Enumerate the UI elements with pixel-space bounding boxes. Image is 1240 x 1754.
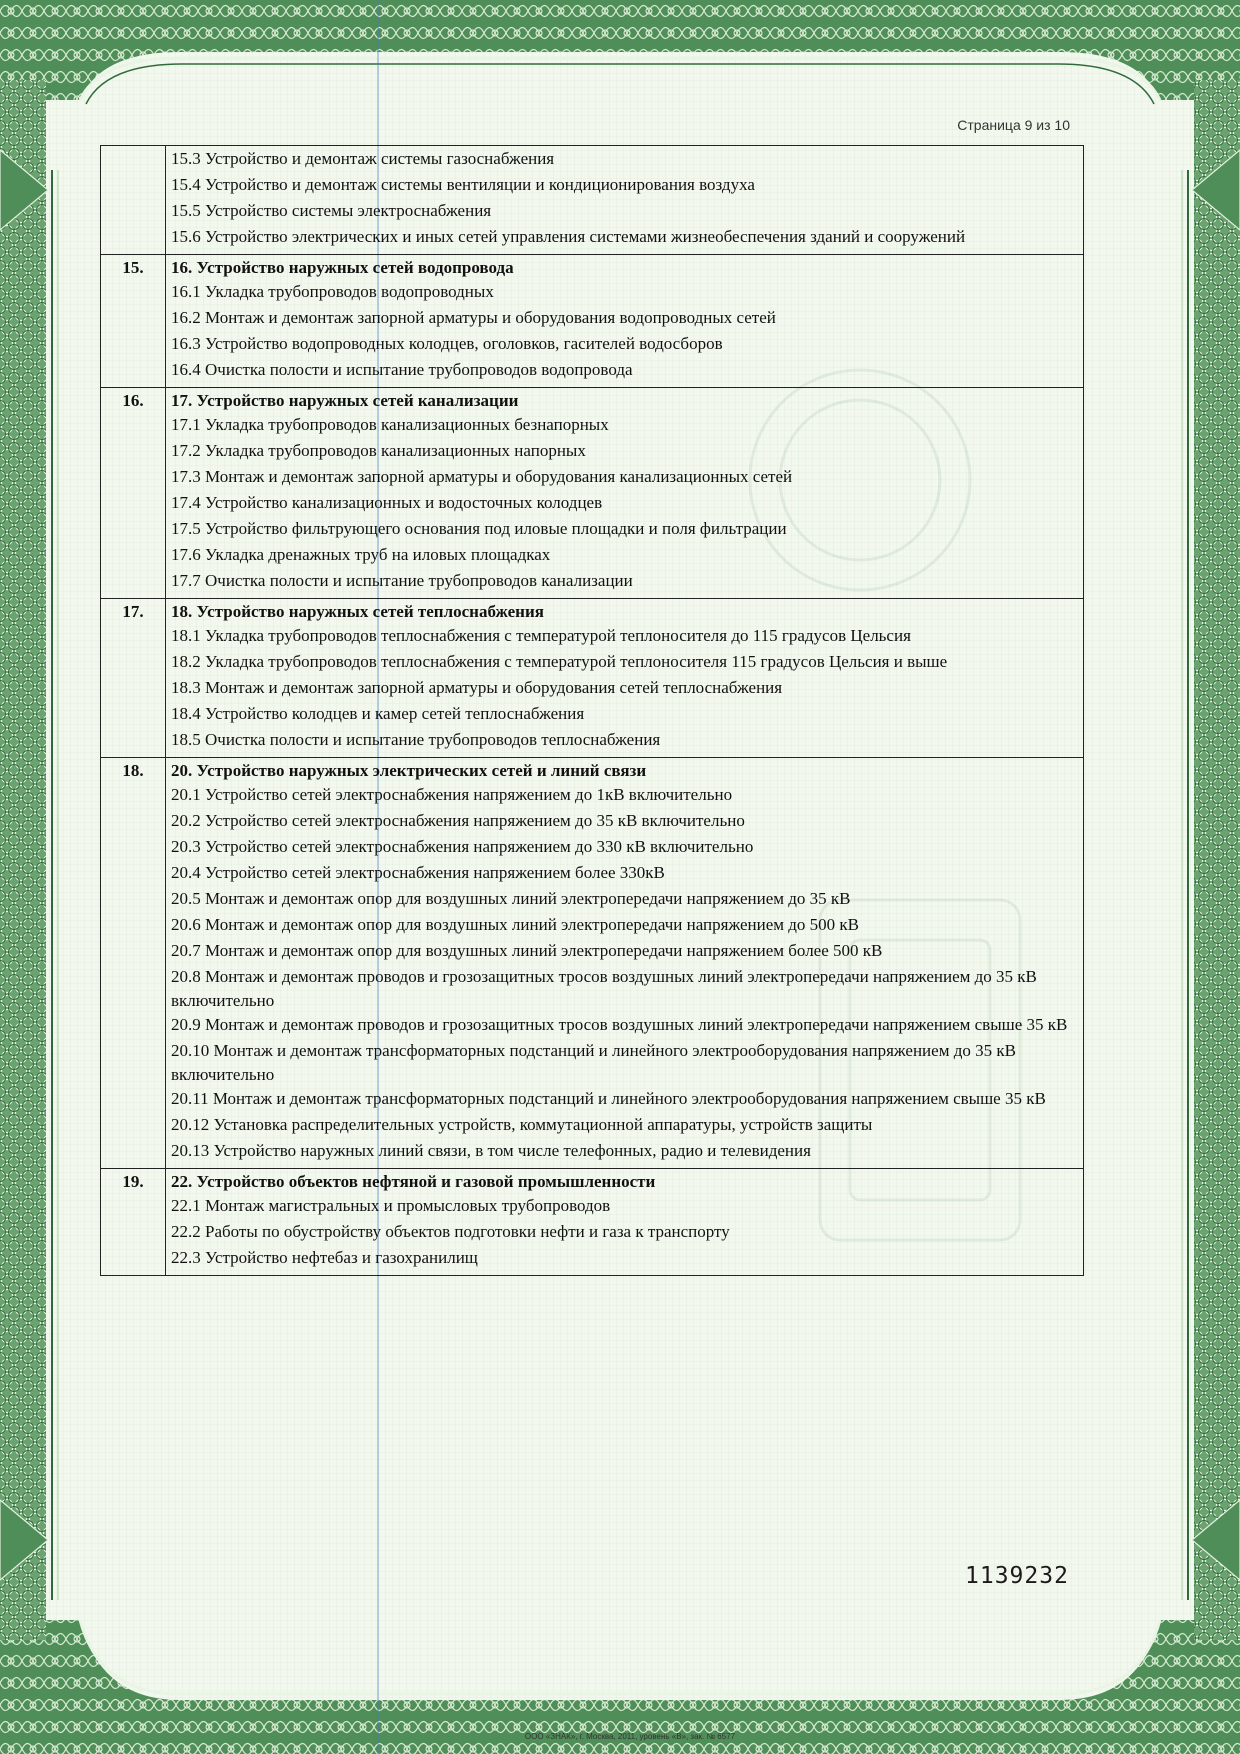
section-title: 18. Устройство наружных сетей теплоснабжения bbox=[171, 602, 544, 621]
work-item: 17.6 Укладка дренажных труб на иловых площадках bbox=[171, 545, 551, 564]
work-item: 17.1 Укладка трубопроводов канализационных безнапорных bbox=[171, 415, 609, 434]
section-title: 20. Устройство наружных электрических сетей и линий связи bbox=[171, 761, 647, 780]
work-item: 17.3 Монтаж и демонтаж запорной арматуры и оборудования канализационных сетей bbox=[171, 467, 793, 486]
table-row bbox=[101, 1169, 1084, 1276]
work-item: 20.5 Монтаж и демонтаж опор для воздушных линий электропередачи напряжением до 35 кВ bbox=[171, 889, 851, 908]
work-item: 17.5 Устройство фильтрующего основания под иловые площадки и поля фильтрации bbox=[171, 519, 787, 538]
work-item: 20.13 Устройство наружных линий связи, в том числе телефонных, радио и телевидения bbox=[171, 1141, 811, 1160]
work-item: 18.3 Монтаж и демонтаж запорной арматуры и оборудования сетей теплоснабжения bbox=[171, 678, 783, 697]
work-item: 18.1 Укладка трубопроводов теплоснабжения с температурой теплоносителя до 115 градусов Цельсия bbox=[171, 626, 911, 645]
row-number: 18. bbox=[101, 758, 166, 1169]
row-content bbox=[166, 758, 1084, 1169]
work-item: 15.3 Устройство и демонтаж системы газоснабжения bbox=[171, 149, 555, 168]
row-content bbox=[166, 1169, 1084, 1276]
printer-imprint: ООО «ЗНАК», г. Москва, 2011, уровень «В», зак. № 6577 bbox=[524, 1732, 736, 1741]
work-item: 18.4 Устройство колодцев и камер сетей теплоснабжения bbox=[171, 704, 585, 723]
row-number: 19. bbox=[101, 1169, 166, 1276]
work-item: 15.5 Устройство системы электроснабжения bbox=[171, 201, 492, 220]
work-item: 20.4 Устройство сетей электроснабжения напряжением более 330кВ bbox=[171, 863, 665, 882]
work-item: 22.3 Устройство нефтебаз и газохранилищ bbox=[171, 1248, 478, 1267]
row-number: 15. bbox=[101, 255, 166, 388]
table-row bbox=[101, 146, 1084, 255]
work-item: 18.2 Укладка трубопроводов теплоснабжения с температурой теплоносителя 115 градусов Цельсия и выше bbox=[171, 652, 948, 671]
work-item: 16.3 Устройство водопроводных колодцев, оголовков, гасителей водосборов bbox=[171, 334, 723, 353]
section-title: 22. Устройство объектов нефтяной и газовой промышленности bbox=[171, 1172, 656, 1191]
work-item: 20.9 Монтаж и демонтаж проводов и грозозащитных тросов воздушных линий электропередачи напряжением свыше 35 кВ bbox=[171, 1015, 1068, 1034]
work-item: 22.1 Монтаж магистральных и промысловых трубопроводов bbox=[171, 1196, 611, 1215]
row-content bbox=[166, 255, 1084, 388]
table-row bbox=[101, 599, 1084, 758]
table-row bbox=[101, 758, 1084, 1169]
work-item: 20.7 Монтаж и демонтаж опор для воздушных линий электропередачи напряжением более 500 кВ bbox=[171, 941, 883, 960]
row-content bbox=[166, 388, 1084, 599]
row-number bbox=[101, 146, 166, 255]
work-item: 16.2 Монтаж и демонтаж запорной арматуры и оборудования водопроводных сетей bbox=[171, 308, 776, 327]
table-row bbox=[101, 255, 1084, 388]
work-item: 18.5 Очистка полости и испытание трубопроводов теплоснабжения bbox=[171, 730, 661, 749]
work-item: 17.7 Очистка полости и испытание трубопроводов канализации bbox=[171, 571, 633, 590]
work-item: 20.8 Монтаж и демонтаж проводов и грозозащитных тросов воздушных линий электропередачи напряжением до 35 кВ включительно bbox=[171, 967, 1037, 1010]
row-number: 17. bbox=[101, 599, 166, 758]
activities-table-container bbox=[100, 145, 1084, 1276]
work-item: 20.12 Установка распределительных устройств, коммутационной аппаратуры, устройств защиты bbox=[171, 1115, 873, 1134]
work-item: 16.1 Укладка трубопроводов водопроводных bbox=[171, 282, 494, 301]
work-item: 15.6 Устройство электрических и иных сетей управления системами жизнеобеспечения зданий и сооружений bbox=[171, 227, 966, 246]
work-item: 20.10 Монтаж и демонтаж трансформаторных подстанций и линейного электрооборудования напряжением до 35 кВ включительно bbox=[171, 1041, 1016, 1084]
work-item: 17.4 Устройство канализационных и водосточных колодцев bbox=[171, 493, 603, 512]
work-item: 16.4 Очистка полости и испытание трубопроводов водопровода bbox=[171, 360, 633, 379]
work-item: 22.2 Работы по обустройству объектов подготовки нефти и газа к транспорту bbox=[171, 1222, 730, 1241]
work-item: 20.1 Устройство сетей электроснабжения напряжением до 1кВ включительно bbox=[171, 785, 733, 804]
work-item: 20.2 Устройство сетей электроснабжения напряжением до 35 кВ включительно bbox=[171, 811, 745, 830]
row-content bbox=[166, 146, 1084, 255]
section-title: 16. Устройство наружных сетей водопровода bbox=[171, 258, 514, 277]
work-item: 20.11 Монтаж и демонтаж трансформаторных подстанций и линейного электрооборудования напряжением свыше 35 кВ bbox=[171, 1089, 1046, 1108]
page-number-label: Страница 9 из 10 bbox=[957, 117, 1070, 133]
work-item: 15.4 Устройство и демонтаж системы вентиляции и кондиционирования воздуха bbox=[171, 175, 755, 194]
activities-table-body bbox=[101, 146, 1084, 1276]
activities-table bbox=[100, 145, 1084, 1276]
work-item: 17.2 Укладка трубопроводов канализационных напорных bbox=[171, 441, 586, 460]
work-item: 20.3 Устройство сетей электроснабжения напряжением до 330 кВ включительно bbox=[171, 837, 754, 856]
row-content bbox=[166, 599, 1084, 758]
serial-number: 1139232 bbox=[965, 1563, 1069, 1589]
work-item: 20.6 Монтаж и демонтаж опор для воздушных линий электропередачи напряжением до 500 кВ bbox=[171, 915, 860, 934]
table-row bbox=[101, 388, 1084, 599]
row-number: 16. bbox=[101, 388, 166, 599]
section-title: 17. Устройство наружных сетей канализации bbox=[171, 391, 519, 410]
